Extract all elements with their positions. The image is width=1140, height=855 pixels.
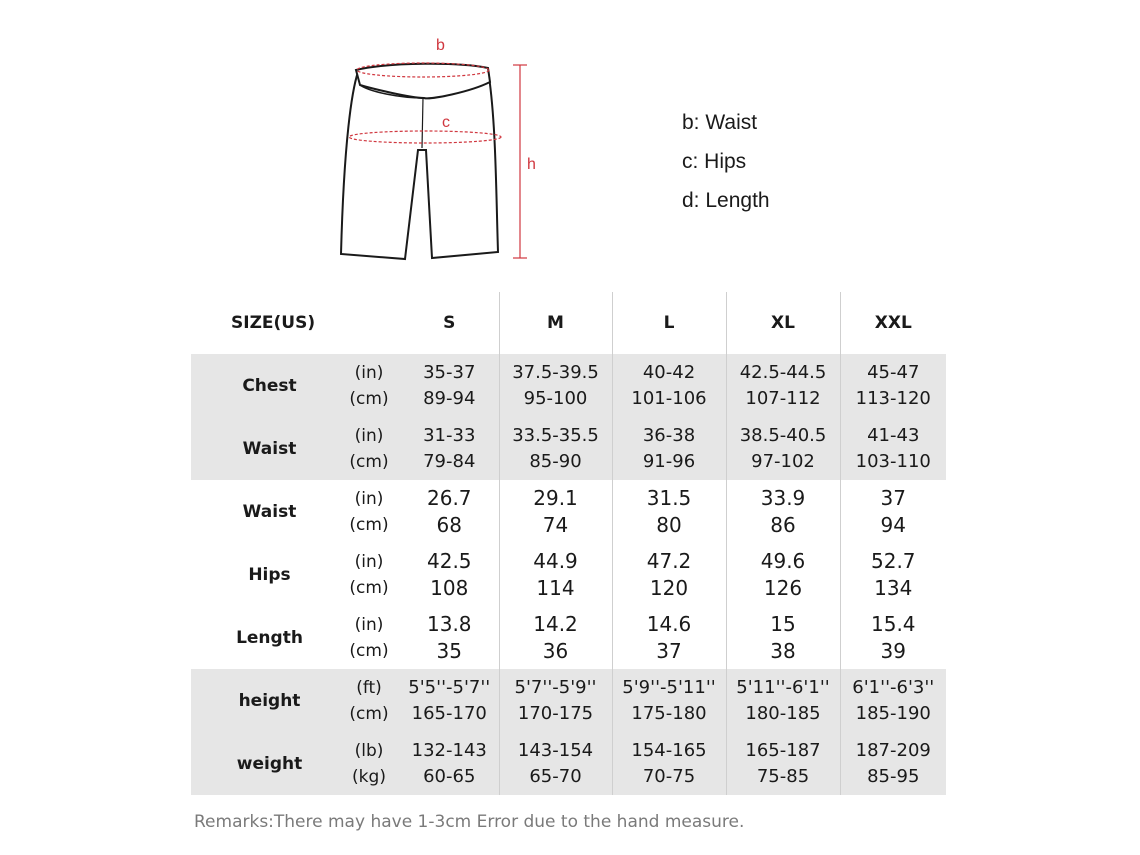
- table-row: [191, 543, 946, 606]
- unit-label: (in): [354, 362, 384, 383]
- value-primary: 15.4: [871, 611, 916, 636]
- value-secondary: 126: [763, 575, 803, 600]
- value-cell: [726, 543, 840, 606]
- value-primary: 47.2: [646, 548, 692, 573]
- value-secondary: 103-110: [855, 450, 931, 472]
- value-secondary: 89-94: [423, 387, 476, 409]
- value-secondary: 95-100: [523, 387, 588, 409]
- unit-label: (kg): [352, 766, 386, 787]
- value-cell: [612, 480, 726, 543]
- value-cell: [612, 606, 726, 669]
- value-primary: 41-43: [867, 424, 920, 446]
- value-secondary: 107-112: [745, 387, 821, 409]
- value-cell: [726, 354, 840, 417]
- value-secondary: 79-84: [423, 450, 476, 472]
- size-header-xxl: XXL: [840, 292, 946, 354]
- size-header-label: SIZE(US): [231, 313, 316, 333]
- value-secondary: 94: [880, 512, 906, 537]
- table-row: [191, 606, 946, 669]
- value-cell: [840, 606, 946, 669]
- diagram-label-c: c: [442, 114, 450, 131]
- value-cell: [499, 606, 612, 669]
- value-cell: [400, 606, 499, 669]
- value-cell: [726, 606, 840, 669]
- value-secondary: 134: [874, 575, 913, 600]
- row-label: Waist: [242, 501, 297, 522]
- shorts-measurement-diagram: [330, 30, 550, 270]
- value-cell: [499, 417, 612, 480]
- value-primary: 5'11''-6'1'': [736, 676, 830, 698]
- value-cell: [840, 669, 946, 732]
- value-cell: [840, 543, 946, 606]
- unit-label: (in): [354, 614, 384, 635]
- value-secondary: 60-65: [423, 765, 476, 787]
- unit-label: (cm): [349, 388, 389, 409]
- value-secondary: 37: [656, 638, 682, 663]
- value-cell: [612, 732, 726, 795]
- value-primary: 49.6: [760, 548, 806, 573]
- value-cell: [499, 354, 612, 417]
- unit-label: (ft): [356, 677, 382, 698]
- value-primary: 143-154: [517, 739, 594, 761]
- value-cell: [400, 417, 499, 480]
- value-primary: 5'5''-5'7'': [408, 676, 491, 698]
- size-chart-table: [191, 292, 946, 795]
- value-primary: 44.9: [533, 548, 578, 573]
- value-primary: 14.6: [646, 611, 692, 636]
- value-primary: 26.7: [427, 485, 472, 510]
- value-secondary: 70-75: [642, 765, 696, 787]
- value-secondary: 185-190: [855, 702, 931, 724]
- row-label: height: [191, 669, 338, 732]
- value-secondary: 113-120: [855, 387, 931, 409]
- table-row: [191, 669, 946, 732]
- value-cell: [499, 480, 612, 543]
- value-primary: 5'9''-5'11'': [622, 676, 716, 698]
- value-secondary: 68: [436, 512, 462, 537]
- unit-label: (lb): [354, 740, 384, 761]
- value-secondary: 75-85: [756, 765, 810, 787]
- diagram-label-b: b: [436, 37, 445, 54]
- size-header-l: L: [612, 292, 726, 354]
- row-label: Length: [236, 627, 303, 648]
- row-units: [338, 417, 400, 480]
- value-primary: 31.5: [646, 485, 692, 510]
- value-primary: 37.5-39.5: [512, 361, 599, 383]
- value-secondary: 91-96: [642, 450, 696, 472]
- row-label: Waist: [191, 417, 338, 480]
- row-units: [338, 669, 400, 732]
- value-secondary: 80: [656, 512, 682, 537]
- value-cell: [400, 669, 499, 732]
- value-secondary: 36: [542, 638, 569, 663]
- row-units: [338, 732, 400, 795]
- value-cell: [612, 354, 726, 417]
- legend-waist: b: Waist: [682, 111, 758, 134]
- row-label: weight: [191, 732, 338, 795]
- value-primary: 5'7''-5'9'': [514, 676, 597, 698]
- value-primary: 36-38: [642, 424, 696, 446]
- value-secondary: 170-175: [517, 702, 594, 724]
- value-primary: 154-165: [631, 739, 707, 761]
- value-secondary: 86: [770, 512, 796, 537]
- value-secondary: 180-185: [745, 702, 821, 724]
- value-primary: 38.5-40.5: [739, 424, 827, 446]
- value-primary: 45-47: [867, 361, 920, 383]
- value-primary: 35-37: [423, 361, 476, 383]
- value-cell: [400, 543, 499, 606]
- remarks-note: Remarks:There may have 1-3cm Error due to the hand measure.: [194, 812, 745, 832]
- value-primary: 165-187: [745, 739, 821, 761]
- legend-hips: c: Hips: [682, 150, 747, 173]
- value-cell: [499, 543, 612, 606]
- value-cell: [726, 669, 840, 732]
- value-cell: [612, 417, 726, 480]
- value-primary: 29.1: [533, 485, 578, 510]
- value-cell: [840, 480, 946, 543]
- value-primary: 132-143: [411, 739, 487, 761]
- hips-measure-ellipse: [349, 131, 501, 143]
- value-primary: 42.5-44.5: [739, 361, 827, 383]
- size-header-xl: XL: [726, 292, 840, 354]
- value-cell: [840, 417, 946, 480]
- table-row: [191, 480, 946, 543]
- row-units: [338, 543, 400, 606]
- unit-label: (in): [354, 551, 384, 572]
- unit-label: (cm): [349, 703, 389, 724]
- value-primary: 13.8: [427, 611, 472, 636]
- unit-label: (cm): [349, 514, 389, 535]
- value-primary: 15: [770, 611, 796, 636]
- value-primary: 33.9: [760, 485, 806, 510]
- waistband: [356, 64, 490, 99]
- diagram-label-h: h: [527, 156, 536, 173]
- value-primary: 14.2: [533, 611, 578, 636]
- unit-label: (in): [354, 425, 384, 446]
- table-row: [191, 354, 946, 417]
- value-primary: 187-209: [855, 739, 931, 761]
- value-secondary: 175-180: [631, 702, 707, 724]
- value-secondary: 35: [436, 638, 462, 663]
- value-cell: [400, 354, 499, 417]
- value-cell: [400, 732, 499, 795]
- value-secondary: 74: [542, 512, 569, 537]
- value-secondary: 85-90: [529, 450, 582, 472]
- row-label: Chest: [191, 354, 338, 417]
- value-cell: [612, 543, 726, 606]
- value-secondary: 85-95: [867, 765, 920, 787]
- table-row: [191, 732, 946, 795]
- size-header-m: M: [499, 292, 612, 354]
- value-cell: [400, 480, 499, 543]
- header-row: [191, 292, 946, 354]
- value-cell: [499, 732, 612, 795]
- value-cell: [726, 417, 840, 480]
- value-secondary: 101-106: [631, 387, 707, 409]
- value-cell: [726, 732, 840, 795]
- value-secondary: 39: [880, 638, 906, 663]
- row-units: [338, 354, 400, 417]
- unit-label: (in): [354, 488, 384, 509]
- unit-label: (cm): [349, 640, 389, 661]
- unit-label: (cm): [349, 451, 389, 472]
- value-primary: 31-33: [423, 424, 476, 446]
- row-units: [338, 480, 400, 543]
- size-header-s: S: [443, 313, 456, 333]
- value-primary: 33.5-35.5: [512, 424, 599, 446]
- legend-length: d: Length: [682, 189, 770, 212]
- row-label: Hips: [248, 564, 291, 585]
- value-secondary: 120: [649, 575, 689, 600]
- value-cell: [726, 480, 840, 543]
- value-cell: [612, 669, 726, 732]
- value-secondary: 97-102: [751, 450, 815, 472]
- value-cell: [499, 669, 612, 732]
- value-cell: [840, 354, 946, 417]
- value-cell: [840, 732, 946, 795]
- value-secondary: 65-70: [529, 765, 582, 787]
- value-primary: 37: [880, 485, 906, 510]
- value-secondary: 114: [536, 575, 575, 600]
- value-primary: 52.7: [871, 548, 916, 573]
- value-secondary: 165-170: [411, 702, 487, 724]
- value-secondary: 38: [770, 638, 796, 663]
- value-secondary: 108: [430, 575, 469, 600]
- row-units: [338, 606, 400, 669]
- value-primary: 6'1''-6'3'': [852, 676, 935, 698]
- unit-label: (cm): [349, 577, 389, 598]
- table-row: [191, 417, 946, 480]
- value-primary: 40-42: [642, 361, 696, 383]
- value-primary: 42.5: [427, 548, 472, 573]
